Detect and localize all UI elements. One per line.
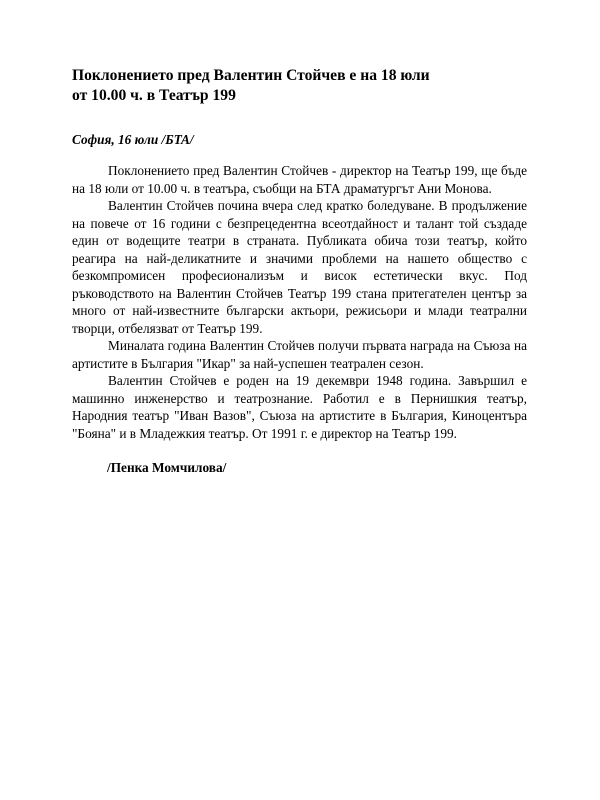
headline-line-2: от 10.00 ч. в Театър 199 — [72, 87, 236, 104]
headline — [72, 66, 532, 106]
headline-line-1: Поклонението пред Валентин Стойчев е на 18 юли — [72, 67, 430, 84]
paragraph: Поклонението пред Валентин Стойчев - директор на Театър 199, ще бъде на 18 юли от 10.00 ч. в театъра, съобщи на БТА драматургът Ани Монова. — [72, 163, 527, 196]
paragraph: Валентин Стойчев почина вчера след кратко боледуване. В продължение на повече от 16 години с безпрецедентна всеотдайност и талант той създаде един от водещите театри в страната. Публиката обича този театър, който реагира на най-деликатните и значими проблеми на нашето общество с безкомпромисен професионализъм и висок естетически вкус. Под ръководството на Валентин Стойчев Театър 199 стана притегателен център за много от най-известните български актьори, режисьори и млади театрални творци, отбелязват от Театър 199. — [72, 198, 527, 336]
paragraph: Миналата година Валентин Стойчев получи първата награда на Съюза на артистите в България "Икар" за най-успешен театрален сезон. — [72, 338, 527, 371]
dateline: София, 16 юли /БТА/ — [72, 132, 194, 147]
author-signature: /Пенка Момчилова/ — [107, 460, 227, 475]
article-body — [72, 162, 527, 442]
paragraph: Валентин Стойчев е роден на 19 декември 1948 година. Завършил е машинно инженерство и театрознание. Работил е в Пернишкия театър, Народния театър "Иван Вазов", Съюза на артистите в България, Киноцентъра "Бояна" и в Младежкия театър. От 1991 г. е директор на Театър 199. — [72, 373, 527, 441]
